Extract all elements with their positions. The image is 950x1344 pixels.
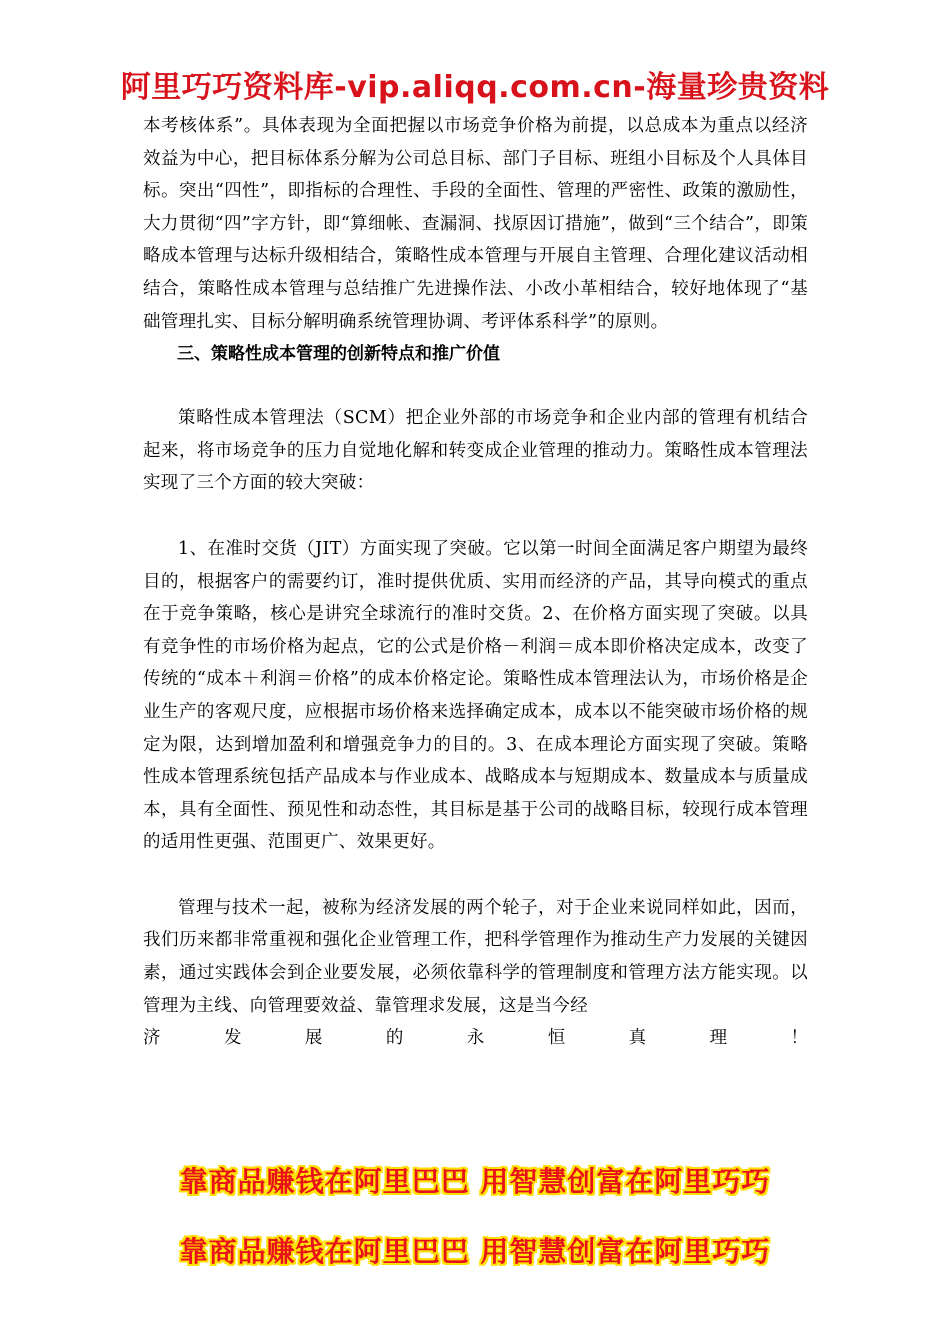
watermark-banner-1: 靠商品赚钱在阿里巴巴 用智慧创富在阿里巧巧 bbox=[179, 1165, 771, 1198]
paragraph-management: 管理与技术一起，被称为经济发展的两个轮子，对于企业来说同样如此，因而，我们历来都非常重视和强化企业管理工作，把科学管理作为推动生产力发展的关键因素，通过实践体会到企业要发展，必须依靠科学的管理制度和管理方法方能实现。以管理为主线、向管理要效益、靠管理求发展，这是当今经 bbox=[143, 897, 808, 1016]
watermark-header: 阿里巧巧资料库-vip.aliqq.com.cn-海量珍贵资料 bbox=[120, 70, 830, 105]
paragraph-continuation: 本考核体系”。具体表现为全面把握以市场竞争价格为前提，以总成本为重点以经济效益为中心，把目标体系分解为公司总目标、部门子目标、班组小目标及个人具体目标。突出“四性”，即指标的合理性、手段的全面性、管理的严密性、政策的激励性，大力贯彻“四”字方针，即“算细帐、查漏洞、找原因订措施”，做到“三个结合”，即策略成本管理与达标升级相结合，策略性成本管理与开展自主管理、合理化建议活动相结合，策略性成本管理与总结推广先进操作法、小改小革相结合，较好地体现了“基础管理扎实、目标分解明确系统管理协调、考评体系科学”的原则。 bbox=[143, 116, 808, 332]
paragraph-scm-intro: 策略性成本管理法（SCM）把企业外部的市场竞争和企业内部的管理有机结合起来，将市场竞争的压力自觉地化解和转变成企业管理的推动力。策略性成本管理法实现了三个方面的较大突破： bbox=[143, 408, 808, 494]
last-line-char: 理 bbox=[709, 1028, 728, 1049]
last-line-char: 发 bbox=[223, 1028, 242, 1049]
last-line-char: 真 bbox=[628, 1028, 647, 1049]
last-line-char: 永 bbox=[466, 1028, 485, 1049]
watermark-banner-2: 靠商品赚钱在阿里巴巴 用智慧创富在阿里巧巧 bbox=[179, 1235, 771, 1268]
last-line-char: 济 bbox=[143, 1028, 161, 1049]
last-line-char: 的 bbox=[385, 1028, 404, 1049]
paragraph-last-line bbox=[143, 1022, 808, 1054]
paragraph-breakthroughs: 1、在准时交货（JIT）方面实现了突破。它以第一时间全面满足客户期望为最终目的，根据客户的需要约订，准时提供优质、实用而经济的产品，其导向模式的重点在于竞争策略，核心是讲究全球流行的准时交货。2、在价格方面实现了突破。以具有竞争性的市场价格为起点，它的公式是价格－利润＝成本即价格决定成本，改变了传统的“成本＋利润＝价格”的成本价格定论。策略性成本管理法认为，市场价格是企业生产的客观尺度，应根据市场价格来选择确定成本，成本以不能突破市场价格的规定为限，达到增加盈利和增强竞争力的目的。3、在成本理论方面实现了突破。策略性成本管理系统包括产品成本与作业成本、战略成本与短期成本、数量成本与质量成本，具有全面性、预见性和动态性，其目标是基于公司的战略目标，较现行成本管理的适用性更强、范围更广、效果更好。 bbox=[143, 538, 808, 853]
section-heading: 三、策略性成本管理的创新特点和推广价值 bbox=[177, 344, 500, 365]
last-line-char: ！ bbox=[790, 1028, 808, 1049]
last-line-char: 展 bbox=[304, 1028, 323, 1049]
document-body bbox=[143, 110, 808, 1054]
last-line-char: 恒 bbox=[547, 1028, 566, 1049]
